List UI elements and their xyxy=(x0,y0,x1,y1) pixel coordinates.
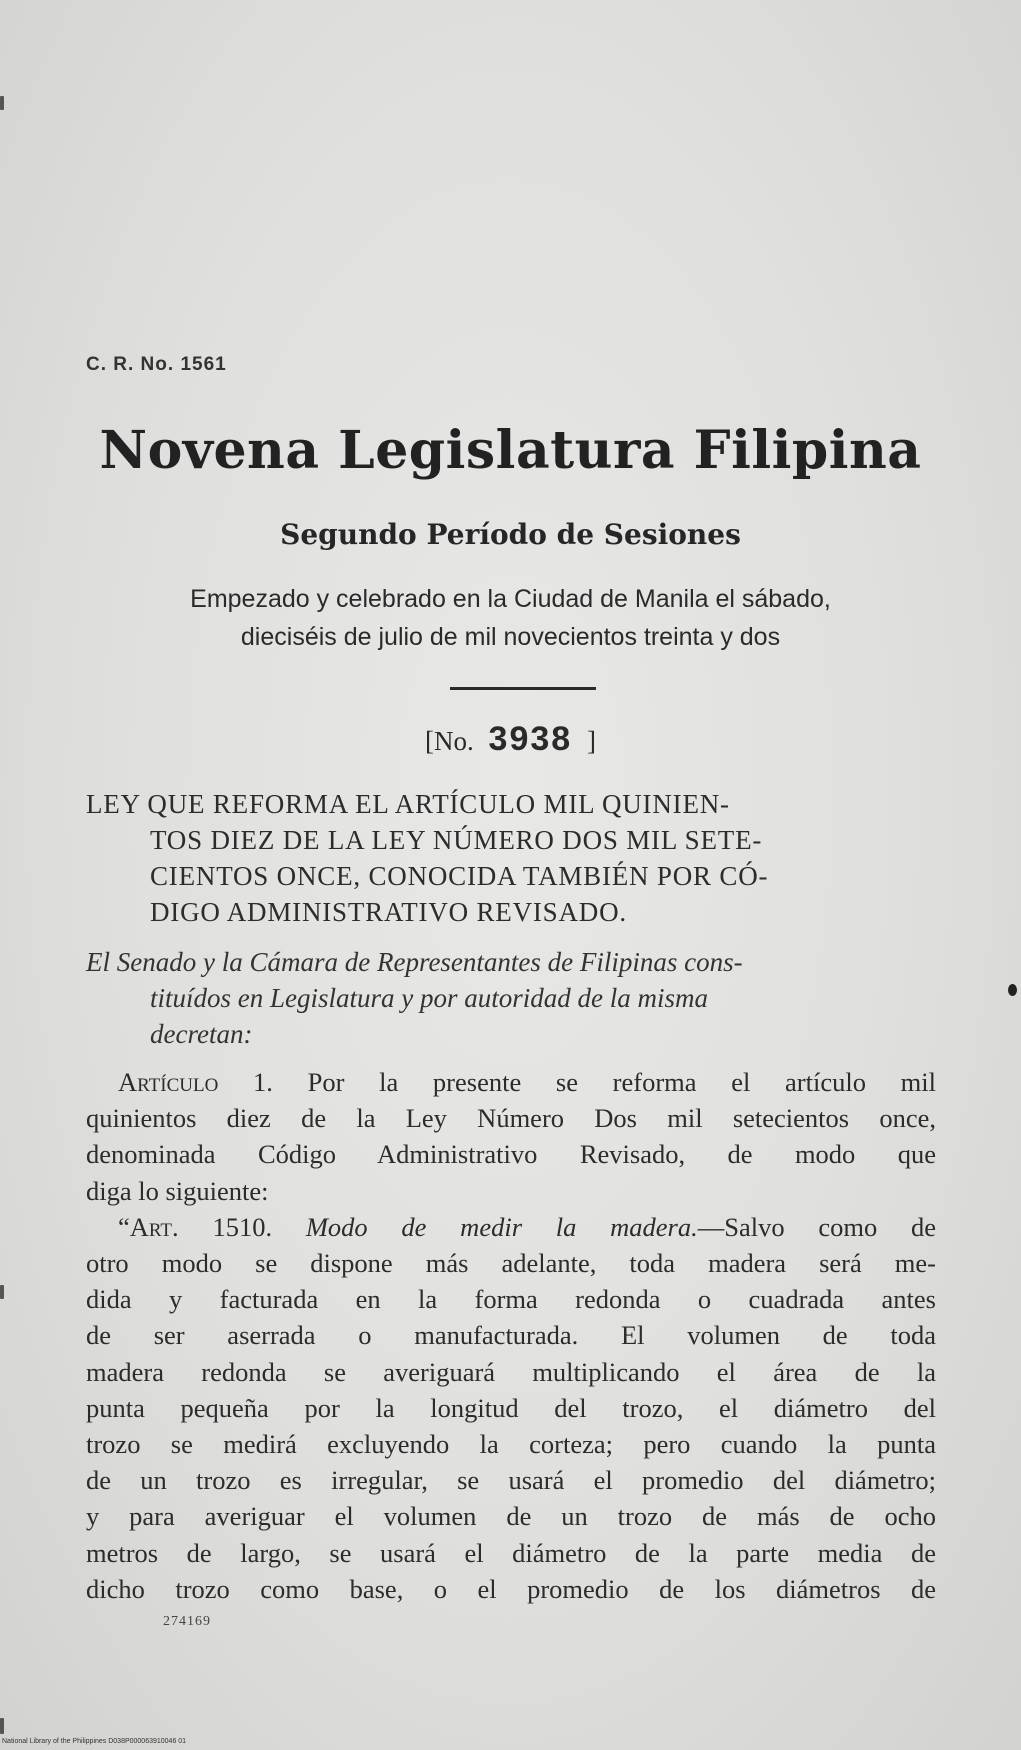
quoted-article-label: “Art. xyxy=(118,1211,179,1242)
quoted-article-line: otro modo se dispone más adelante, toda madera será me- xyxy=(86,1248,936,1279)
article-line: Artículo 1. Por la presente se reforma el artículo mil xyxy=(118,1067,937,1097)
session-line: dieciséis de julio de mil novecientos treinta y dos xyxy=(240,623,781,651)
law-number-prefix: [No. xyxy=(425,726,474,756)
quoted-article-line: “Art. 1510. Modo de medir la madera.—Salvo como de xyxy=(118,1211,937,1242)
session-line: Empezado y celebrado en la Ciudad de Manila el sábado, xyxy=(190,585,831,613)
enacting-line: decretan: xyxy=(150,1019,253,1049)
article-label: Artículo xyxy=(118,1067,219,1097)
session-description xyxy=(60,580,961,656)
committee-report-number: C. R. No. 1561 xyxy=(86,354,227,375)
scan-edge-mark xyxy=(0,1285,4,1299)
quoted-article-line: dida y facturada en la forma redonda o cuadrada antes xyxy=(86,1284,936,1315)
quoted-article-line: dicho trozo como base, o el promedio de los diámetros de xyxy=(86,1573,936,1604)
law-number xyxy=(0,720,1021,759)
article-body xyxy=(86,1064,936,1607)
law-number-value: 3938 xyxy=(488,720,573,758)
law-number-suffix: ] xyxy=(586,726,596,756)
divider-rule xyxy=(450,687,596,690)
quoted-article-title: Modo de medir la madera. xyxy=(305,1211,698,1242)
heading-line: DIGO ADMINISTRATIVO REVISADO. xyxy=(150,897,627,927)
law-heading xyxy=(86,786,936,930)
enacting-line: tituídos en Legislatura y por autoridad de la misma xyxy=(150,983,709,1013)
heading-line: LEY QUE REFORMA EL ARTÍCULO MIL QUINIEN- xyxy=(86,789,730,819)
enacting-clause xyxy=(86,944,936,1052)
quoted-article-line: metros de largo, se usará el diámetro de la parte media de xyxy=(86,1537,936,1568)
article-line: denominada Código Administrativo Revisado, de modo que xyxy=(86,1139,936,1170)
archive-stamp: National Library of the Philippines D038P000063910046 01 xyxy=(2,1738,187,1745)
quoted-article-line: de ser aserrada o manufacturada. El volumen de toda xyxy=(86,1320,936,1351)
scan-edge-mark xyxy=(0,96,4,110)
quoted-article-line: trozo se medirá excluyendo la corteza; pero cuando la punta xyxy=(86,1429,936,1460)
ink-spot xyxy=(1008,984,1017,996)
heading-line: TOS DIEZ DE LA LEY NÚMERO DOS MIL SETE- xyxy=(150,825,763,855)
enacting-line: El Senado y la Cámara de Representantes de Filipinas cons- xyxy=(86,947,743,977)
quoted-article-line: punta pequeña por la longitud del trozo, el diámetro del xyxy=(86,1392,936,1423)
quoted-article-line: y para averiguar el volumen de un trozo de más de ocho xyxy=(86,1501,936,1532)
scan-edge-mark xyxy=(0,1718,4,1734)
quoted-article-line: madera redonda se averiguará multiplicando el área de la xyxy=(86,1356,936,1387)
session-subtitle: Segundo Período de Sesiones xyxy=(280,518,741,551)
heading-line: CIENTOS ONCE, CONOCIDA TAMBIÉN POR CÓ- xyxy=(150,861,769,891)
legislature-title: Novena Legislatura Filipina xyxy=(99,420,922,481)
article-line: quinientos diez de la Ley Número Dos mil setecientos once, xyxy=(86,1103,936,1134)
quoted-article-line: de un trozo es irregular, se usará el promedio del diámetro; xyxy=(86,1465,936,1496)
printer-number: 274169 xyxy=(163,1614,211,1629)
article-line: diga lo siguiente: xyxy=(86,1175,269,1206)
